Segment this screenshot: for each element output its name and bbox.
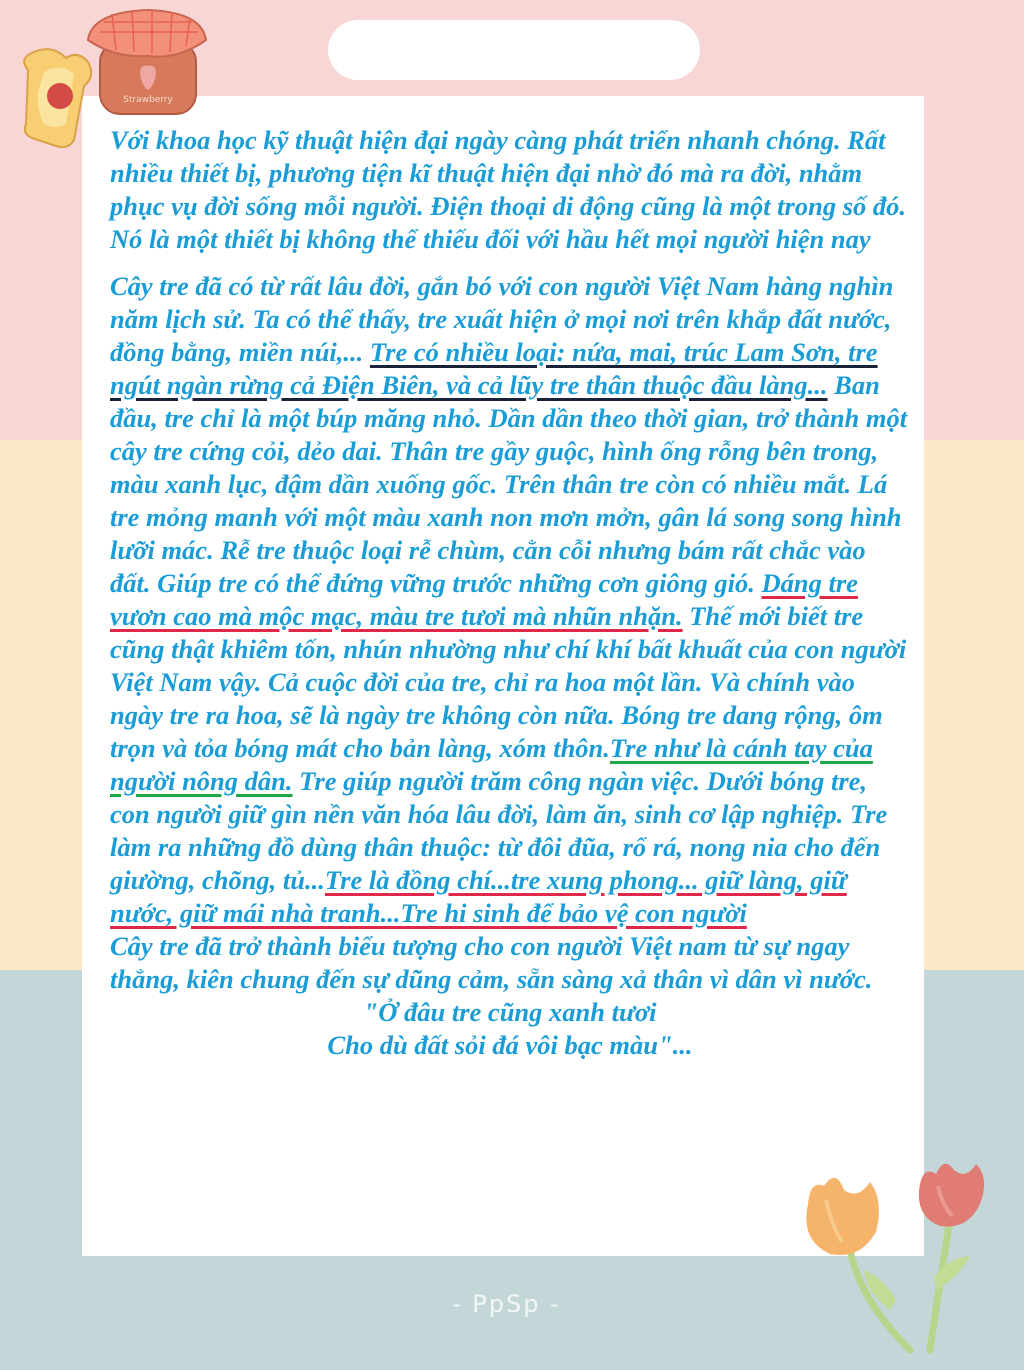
- quote-line-2: Cho dù đất sỏi đá vôi bạc màu"...: [327, 1030, 693, 1060]
- underlined-black-text: Tre có nhiều loại: nứa, mai, trúc Lam Sơn, tre ngút ngàn rừng cả Điện Biên, và cả lũy tre thân thuộc đầu làng...: [110, 337, 878, 400]
- jam-jar-icon: [88, 10, 206, 114]
- underlined-red-text: Tre là đồng chí...tre xung phong... giữ làng, giữ nước, giữ mái nhà tranh...Tre hi sinh để bảo vệ con người: [110, 865, 847, 928]
- sentence-text: Tre giúp người trăm công ngàn việc. Dưới bóng tre, con người giữ gìn nền văn hóa lâu đời, làm ăn, sinh cơ lập nghiệp. Tre làm ra những đồ dùng thân thuộc: từ đôi đũa, rổ rá, nong nia cho đến giường, chõng, tủ...: [110, 766, 888, 895]
- sentence-text: Thế mới biết tre cũng thật khiêm tốn, nhún nhường như chí khí bất khuất của con người Việt Nam vậy. Cả cuộc đời của tre, chỉ ra hoa một lần. Và chính vào ngày tre ra hoa, sẽ là ngày tre không còn nữa. Bóng tre dang rộng, ôm trọn và tỏa bóng mát cho bản làng, xóm thôn.: [110, 601, 907, 763]
- quote-line-1: "Ở đâu tre cũng xanh tươi: [363, 997, 657, 1027]
- orange-tulip-icon: [806, 1178, 879, 1255]
- sentence-text: Cây tre đã có từ rất lâu đời, gắn bó với con người Việt Nam hàng nghìn năm lịch sử. Ta có thể thấy, tre xuất hiện ở mọi nơi trên khắp đất nước, đồng bằng, miền núi,...: [110, 271, 894, 367]
- red-tulip-icon: [919, 1164, 984, 1227]
- paragraph-conclusion: Cây tre đã trở thành biểu tượng cho con người Việt nam từ sự ngay thẳng, kiên chung đến sự dũng cảm, sẵn sàng xả thân vì dân vì nước.: [110, 931, 873, 994]
- jar-label: Strawberry: [123, 95, 173, 105]
- signature: - PpSp -: [452, 1290, 561, 1318]
- paper-tab: [328, 20, 700, 80]
- underlined-green-text: Tre như là cánh tay của người nông dân.: [110, 733, 873, 796]
- tulips-icon: [780, 1160, 1010, 1370]
- paragraph-bamboo: [110, 270, 910, 930]
- essay-text: [110, 124, 910, 1062]
- sentence-text: Ban đầu, tre chỉ là một búp măng nhỏ. Dần dần theo thời gian, trở thành một cây tre cứng cỏi, dẻo dai. Thân tre gầy guộc, hình ống rỗng bên trong, màu xanh lục, đậm dần xuống gốc. Trên thân tre còn có nhiều mắt. Lá tre mỏng manh với một màu xanh non mơn mởn, gân lá song song hình lưỡi mác. Rễ tre thuộc loại rễ chùm, cằn cỗi nhưng bám rất chắc vào đất. Giúp tre có thể đứng vững trước những cơn giông gió.: [110, 370, 908, 598]
- toast-icon: [24, 49, 91, 147]
- paragraph-intro: Với khoa học kỹ thuật hiện đại ngày càng phát triển nhanh chóng. Rất nhiều thiết bị, phương tiện kĩ thuật hiện đại nhờ đó mà ra đời, nhằm phục vụ đời sống mỗi người. Điện thoại di động cũng là một trong số đó. Nó là một thiết bị không thể thiếu đối với hầu hết mọi người hiện nay: [110, 125, 907, 254]
- underlined-red-text: Dáng tre vươn cao mà mộc mạc, màu tre tươi mà nhũn nhặn.: [110, 568, 858, 631]
